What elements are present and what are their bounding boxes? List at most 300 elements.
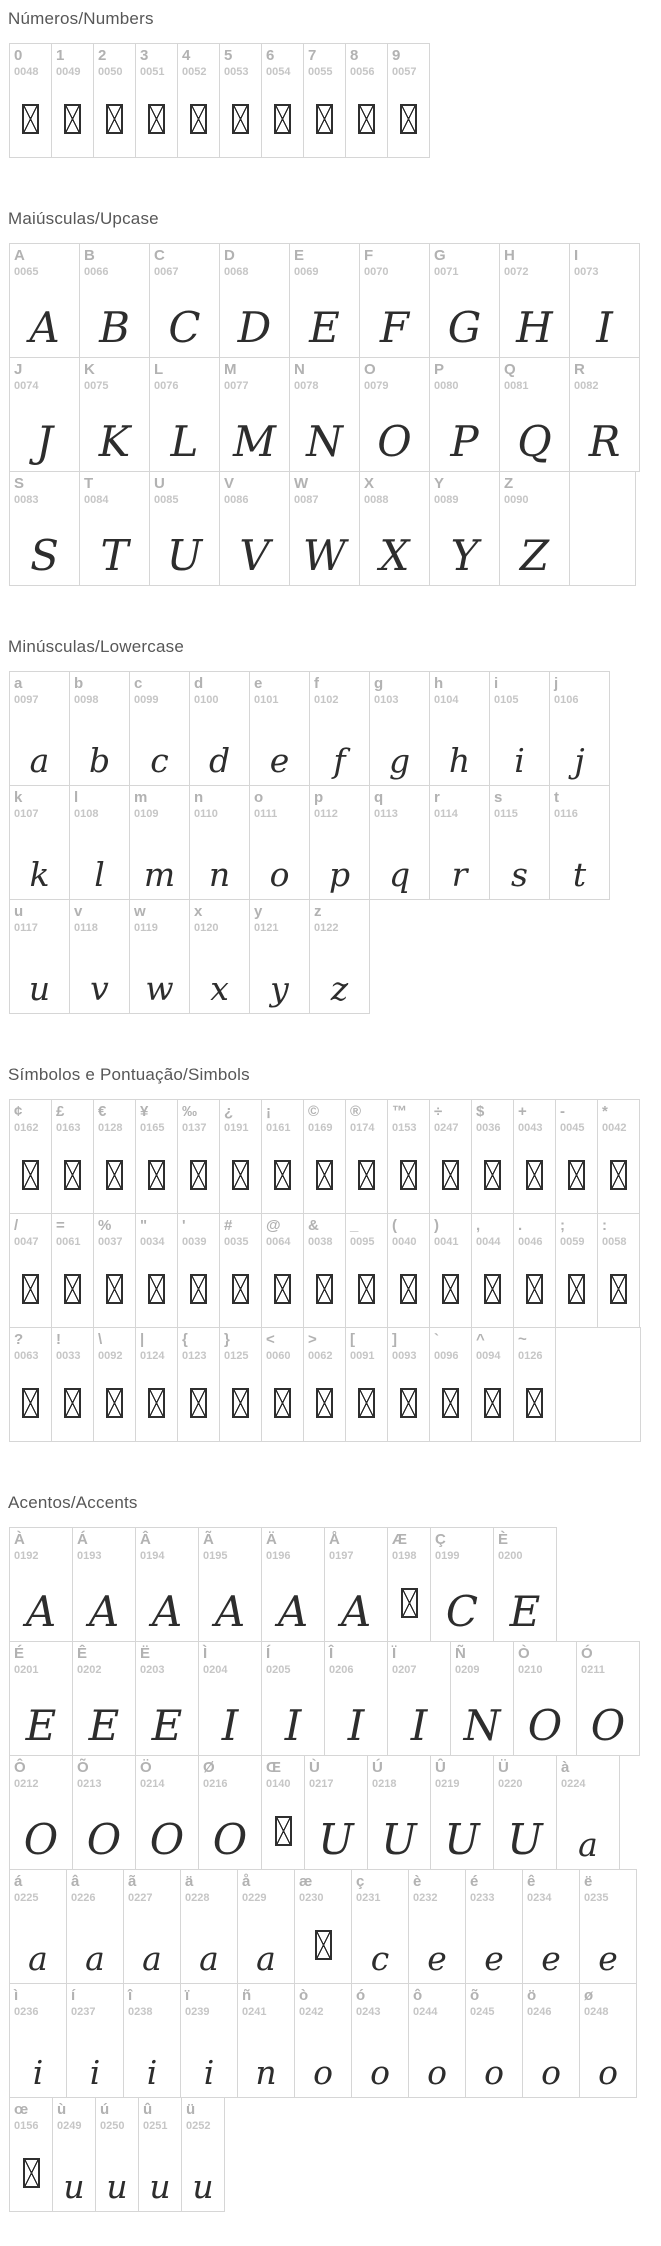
glyph-cell [93,43,136,158]
glyph-area [580,1939,636,1978]
glyph-cell [359,471,430,586]
glyph-cell [51,1327,94,1442]
glyph: y [270,969,289,1008]
char-label: L [154,361,164,378]
glyph-cell [135,1641,199,1756]
glyph-area [178,104,219,149]
char-label: x [194,903,203,920]
char-code: 0120 [194,922,219,934]
glyph-area [10,969,69,1008]
char-code: 0052 [182,66,207,78]
glyph-area [346,1388,387,1433]
glyph-area [130,741,189,780]
glyph: u [149,2167,171,2206]
char-code: 0220 [498,1778,523,1790]
glyph-area [305,1815,367,1864]
char-code: 0068 [224,266,249,278]
glyph: I [596,303,613,352]
glyph: r [451,855,468,894]
char-label: i [494,675,499,692]
glyph: A [25,1587,57,1636]
char-code: 0121 [254,922,279,934]
char-label: ú [100,2101,110,2118]
char-code: 0197 [329,1550,354,1562]
missing-glyph-box-icon [190,1388,207,1418]
char-code: 0195 [203,1550,228,1562]
glyph-area [310,741,369,780]
char-code: 0079 [364,380,389,392]
glyph-area [360,531,429,580]
glyph: i [89,2053,101,2092]
char-code: 0233 [470,1892,495,1904]
glyph-cell [387,1641,451,1756]
glyph-area [262,1274,303,1319]
glyph-cell [9,1755,73,1870]
glyph-cell [123,1983,181,2098]
glyph-area [430,855,489,894]
glyph: q [388,855,411,894]
glyph-area [10,1274,51,1319]
glyph-cell [522,1983,580,2098]
glyph: o [269,855,290,894]
char-label: l [74,789,79,806]
glyph-area [523,2053,579,2092]
char-label: ã [128,1873,137,1890]
char-code: 0041 [434,1236,459,1248]
char-code: 0111 [254,808,278,820]
char-code: 0119 [134,922,158,934]
char-code: 0137 [182,1122,207,1134]
char-code: 0209 [455,1664,480,1676]
char-label: \ [98,1331,103,1348]
glyph-cell [72,1755,136,1870]
char-label: ÷ [434,1103,443,1120]
glyph-cell [219,1099,262,1214]
char-code: 0097 [14,694,39,706]
char-label: 5 [224,47,233,64]
char-label: ç [356,1873,365,1890]
glyph: I [221,1701,239,1750]
glyph-cell [9,1641,73,1756]
glyph: a [28,1939,48,1978]
missing-glyph-box-icon [442,1160,459,1190]
glyph: E [151,1701,183,1750]
char-label: Ø [203,1759,215,1776]
char-label: . [518,1217,523,1234]
glyph-row [9,471,661,586]
glyph-area [370,741,429,780]
glyph-area [181,2053,237,2092]
char-code: 0214 [140,1778,165,1790]
glyph-cell [51,1213,94,1328]
glyph-area [262,1388,303,1433]
glyph-cell [9,471,80,586]
glyph-area [130,855,189,894]
glyph-area [295,1930,351,1975]
char-code: 0039 [182,1236,207,1248]
char-label: b [74,675,84,692]
char-label: ñ [242,1987,252,2004]
char-code: 0080 [434,380,459,392]
glyph-cell [51,1099,94,1214]
glyph-cell [9,1327,52,1442]
missing-glyph-box-icon [358,1388,375,1418]
char-code: 0244 [413,2006,438,2018]
char-label: Ä [266,1531,277,1548]
char-code: 0198 [392,1550,417,1562]
char-label: / [14,1217,19,1234]
char-label: ¢ [14,1103,23,1120]
glyph-area [220,1388,261,1433]
glyph-row [9,1327,661,1442]
missing-glyph-box-icon [484,1388,501,1418]
char-label: * [602,1103,608,1120]
glyph-cell [135,1755,199,1870]
char-code: 0077 [224,380,249,392]
glyph-cell [513,1641,577,1756]
glyph-area [556,1160,597,1205]
char-code: 0124 [140,1350,165,1362]
char-label: 7 [308,47,317,64]
char-label: g [374,675,384,692]
glyph: o [541,2053,561,2092]
glyph-area [10,1939,66,1978]
glyph-area [136,1388,177,1433]
char-label: Q [504,361,516,378]
glyph-cell [135,1527,199,1642]
glyph: A [277,1587,309,1636]
char-label: # [224,1217,233,1234]
glyph-cell [149,471,220,586]
glyph: j [574,741,585,780]
glyph-cell [429,357,500,472]
char-code: 0126 [518,1350,543,1362]
glyph-area [430,741,489,780]
char-code: 0245 [470,2006,495,2018]
glyph-area [70,855,129,894]
char-label: Ë [140,1645,151,1662]
char-label: V [224,475,235,492]
glyph-row [9,43,661,158]
glyph-cell [198,1641,262,1756]
glyph: P [450,417,479,466]
missing-glyph-box-icon [526,1160,543,1190]
missing-glyph-box-icon [358,1274,375,1304]
char-label: t [554,789,559,806]
glyph-area [550,741,609,780]
char-code: 0238 [128,2006,153,2018]
glyph-cell [129,671,190,786]
glyph-area [190,741,249,780]
glyph-area [70,741,129,780]
glyph: U [166,531,203,580]
char-code: 0033 [56,1350,81,1362]
char-label: } [224,1331,230,1348]
char-code: 0043 [518,1122,543,1134]
glyph-area [178,1274,219,1319]
char-label: Û [435,1759,446,1776]
char-code: 0056 [350,66,375,78]
glyph-cell [579,1869,637,1984]
char-label: Ò [518,1645,530,1662]
missing-glyph-box-icon [274,104,291,134]
glyph-area [490,741,549,780]
glyph-cell [219,1327,262,1442]
char-label: í [71,1987,76,2004]
char-code: 0239 [185,2006,210,2018]
char-code: 0117 [14,922,38,934]
glyph-area [466,1939,522,1978]
glyph-area [514,1274,555,1319]
glyph-area [94,1388,135,1433]
glyph-cell [429,243,500,358]
char-code: 0200 [498,1550,523,1562]
glyph-area [262,104,303,149]
glyph: X [379,531,410,580]
char-label: ¥ [140,1103,149,1120]
glyph-area [130,969,189,1008]
char-code: 0102 [314,694,339,706]
glyph: B [99,303,130,352]
glyph-cell [9,1213,52,1328]
missing-glyph-box-icon [442,1274,459,1304]
char-code: 0073 [574,266,599,278]
glyph-cell [555,1213,598,1328]
glyph: i [514,741,525,780]
glyph-area [220,303,289,352]
char-label: ê [527,1873,536,1890]
missing-glyph-box-icon [106,1160,123,1190]
missing-glyph-box-icon [106,104,123,134]
glyph-cell [289,243,360,358]
glyph: z [330,969,349,1008]
glyph-cell [387,1527,431,1642]
char-code: 0204 [203,1664,228,1676]
char-code: 0076 [154,380,179,392]
glyph-cell [493,1755,557,1870]
char-code: 0169 [308,1122,333,1134]
missing-glyph-box-icon [190,104,207,134]
glyph: V [239,531,270,580]
glyph-area [96,2167,138,2206]
char-label: r [434,789,440,806]
char-label: Ì [203,1645,208,1662]
char-code: 0242 [299,2006,324,2018]
char-code: 0229 [242,1892,267,1904]
glyph: a [85,1939,105,1978]
missing-glyph-box-icon [610,1274,627,1304]
char-code: 0101 [254,694,279,706]
char-label: 1 [56,47,65,64]
char-code: 0049 [56,66,81,78]
char-code: 0046 [518,1236,543,1248]
char-label: w [134,903,146,920]
glyph-cell [569,357,640,472]
glyph-area [238,1939,294,1978]
glyph: m [143,855,176,894]
glyph-area [451,1701,513,1750]
char-code: 0058 [602,1236,627,1248]
char-code: 0086 [224,494,249,506]
char-label: Œ [266,1759,281,1776]
missing-glyph-box-icon [148,104,165,134]
glyph: n [208,855,231,894]
glyph: E [25,1701,57,1750]
char-label: å [242,1873,251,1890]
char-label: Î [329,1645,334,1662]
glyph-cell [309,785,370,900]
glyph-cell [309,899,370,1014]
section-title: Números/Numbers [8,9,154,28]
glyph: S [30,531,59,580]
char-code: 0210 [518,1664,543,1676]
glyph-area [10,303,79,352]
char-code: 0103 [374,694,399,706]
char-code: 0216 [203,1778,228,1790]
glyph-area [10,1815,72,1864]
char-label: Å [329,1531,340,1548]
char-code: 0202 [77,1664,102,1676]
glyph-area [500,417,569,466]
glyph-cell [387,1327,430,1442]
glyph: K [98,417,131,466]
glyph-area [10,104,51,149]
char-label: Ù [309,1759,320,1776]
glyph-row [9,785,661,900]
char-code: 0047 [14,1236,39,1248]
glyph-area [262,1160,303,1205]
glyph-area [346,104,387,149]
glyph-area [409,2053,465,2092]
glyph-cell [351,1869,409,1984]
glyph-cell [177,1099,220,1214]
char-code: 0089 [434,494,459,506]
missing-glyph-box-icon [358,104,375,134]
glyph-cell [79,243,150,358]
char-code: 0230 [299,1892,324,1904]
glyph-area [73,1587,135,1636]
glyph-cell [489,671,550,786]
glyph-area [352,1939,408,1978]
glyph-area [220,104,261,149]
glyph-cell [123,1869,181,1984]
glyph-area [10,1160,51,1205]
glyph-area [199,1587,261,1636]
char-code: 0090 [504,494,529,506]
char-label: Ñ [455,1645,466,1662]
char-code: 0165 [140,1122,165,1134]
char-label: , [476,1217,481,1234]
glyph-cell [66,1983,124,2098]
char-code: 0234 [527,1892,552,1904]
char-code: 0191 [224,1122,249,1134]
glyph-cell [359,243,430,358]
glyph-area [550,855,609,894]
glyph-cell [522,1869,580,1984]
glyph-cell [189,671,250,786]
char-label: A [14,247,25,264]
char-code: 0055 [308,66,333,78]
glyph-cell [387,1099,430,1214]
glyph-cell [429,471,500,586]
char-code: 0237 [71,2006,96,2018]
glyph-cell [181,2097,225,2212]
empty-cell [555,1327,641,1442]
glyph-area [70,969,129,1008]
section-title: Maiúsculas/Upcase [8,209,159,228]
char-label: v [74,903,83,920]
glyph-area [10,2158,52,2203]
char-code: 0085 [154,494,179,506]
glyph-cell [513,1327,556,1442]
char-code: 0115 [494,808,518,820]
char-code: 0108 [74,808,99,820]
char-code: 0051 [140,66,165,78]
missing-glyph-box-icon [23,2158,40,2188]
char-code: 0063 [14,1350,39,1362]
char-code: 0035 [224,1236,249,1248]
char-code: 0048 [14,66,39,78]
char-code: 0219 [435,1778,460,1790]
glyph: O [527,1701,563,1750]
char-code: 0091 [350,1350,375,1362]
char-label: & [308,1217,319,1234]
glyph-area [262,1587,324,1636]
glyph-area [136,1274,177,1319]
glyph-cell [576,1641,640,1756]
glyph-area [220,417,289,466]
glyph-area [500,531,569,580]
glyph-cell [135,1213,178,1328]
char-code: 0105 [494,694,519,706]
glyph: E [509,1587,541,1636]
glyph: O [377,417,412,466]
char-code: 0070 [364,266,389,278]
glyph-row [9,1983,661,2098]
char-code: 0078 [294,380,319,392]
glyph-area [494,1815,556,1864]
glyph-area [10,855,69,894]
char-code: 0081 [504,380,529,392]
char-label: Â [140,1531,151,1548]
char-code: 0252 [186,2120,211,2132]
glyph-area [304,104,345,149]
glyph: o [598,2053,618,2092]
glyph: u [192,2167,214,2206]
glyph-row [9,671,661,786]
char-code: 0094 [476,1350,501,1362]
char-code: 0104 [434,694,459,706]
char-label: ï [185,1987,190,2004]
glyph-area [304,1388,345,1433]
glyph-cell [93,1213,136,1328]
char-label: 0 [14,47,23,64]
missing-glyph-box-icon [232,1274,249,1304]
char-code: 0109 [134,808,159,820]
glyph: a [199,1939,219,1978]
missing-glyph-box-icon [400,1160,417,1190]
glyph-cell [261,1641,325,1756]
char-code: 0218 [372,1778,397,1790]
glyph-cell [177,1327,220,1442]
glyph-row [9,1869,661,1984]
glyph-area [430,1160,471,1205]
char-label: Ó [581,1645,593,1662]
glyph-cell [471,1213,514,1328]
char-label: | [140,1331,145,1348]
glyph: R [588,417,621,466]
missing-glyph-box-icon [526,1274,543,1304]
